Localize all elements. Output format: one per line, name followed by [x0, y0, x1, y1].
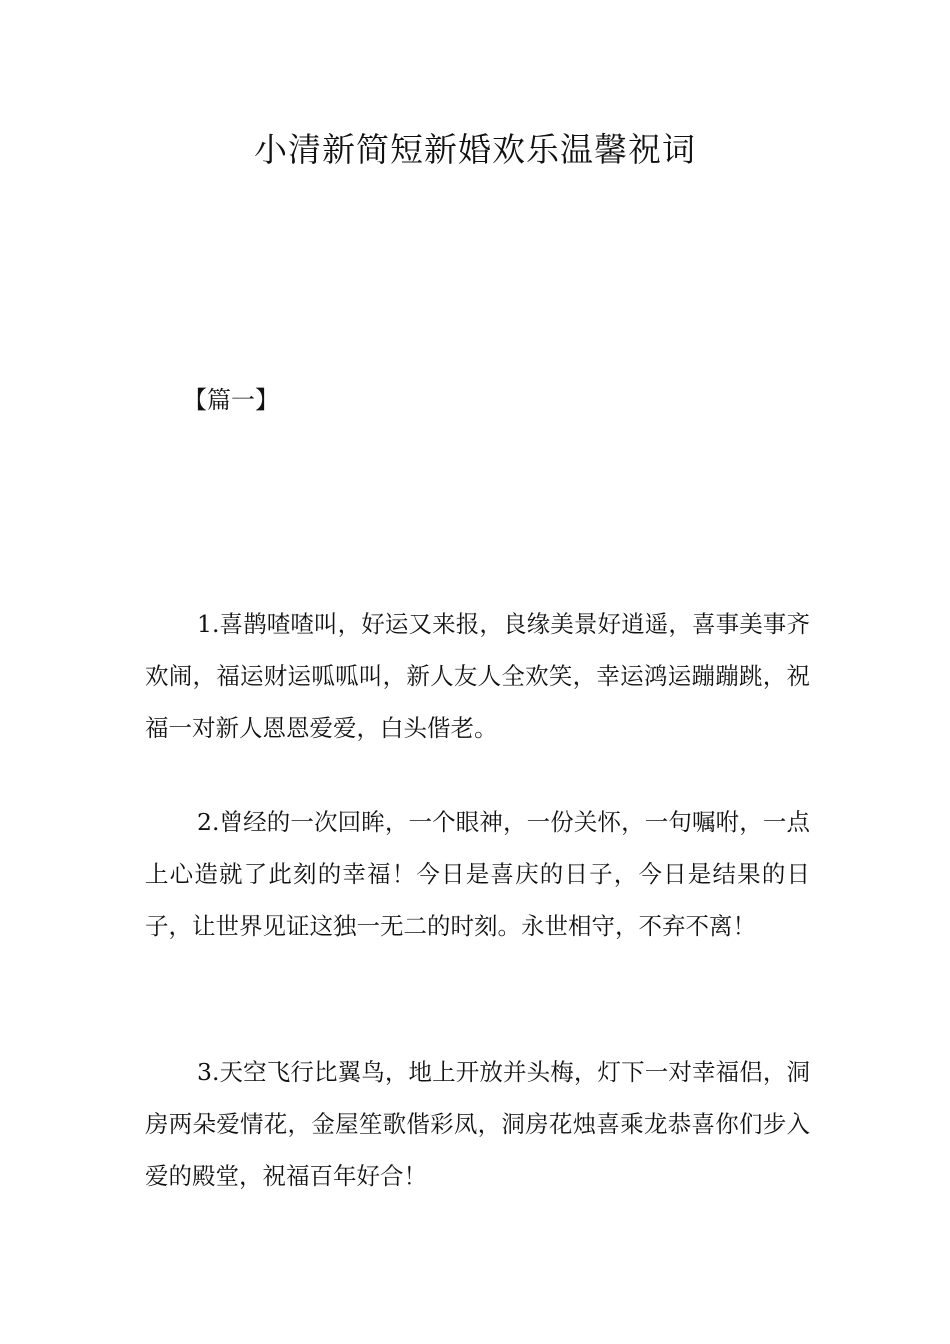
paragraph-1: 1.喜鹊喳喳叫，好运又来报，良缘美景好逍遥，喜事美事齐欢闹，福运财运呱呱叫，新人友人全欢笑，幸运鸿运蹦蹦跳，祝福一对新人恩恩爱爱，白头偕老。: [145, 609, 810, 742]
paragraph-2: 2.曾经的一次回眸，一个眼神，一份关怀，一句嘱咐，一点上心造就了此刻的幸福！今日是喜庆的日子，今日是结果的日子，让世界见证这独一无二的时刻。永世相守，不弃不离！: [145, 807, 810, 940]
document-title: 小清新简短新婚欢乐温馨祝词: [254, 130, 696, 169]
paragraph-3: 3.天空飞行比翼鸟，地上开放并头梅，灯下一对幸福侣，洞房两朵爱情花，金屋笙歌偕彩凤，洞房花烛喜乘龙恭喜你们步入爱的殿堂，祝福百年好合！: [145, 1057, 810, 1190]
section-heading: 【篇一】: [183, 386, 279, 414]
